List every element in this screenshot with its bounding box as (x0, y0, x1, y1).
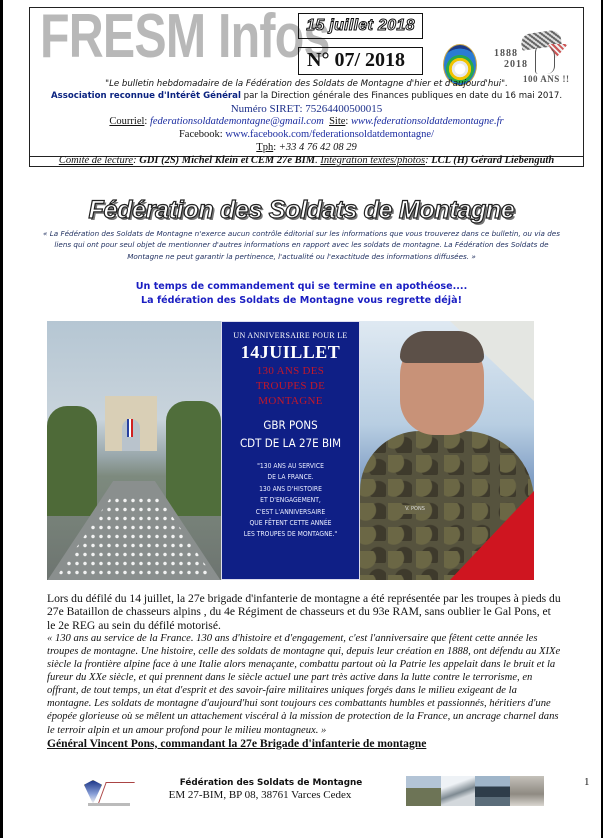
headline-line-2: La fédération des Soldats de Montagne vous regrette déjà! (141, 295, 462, 306)
footer-photo-2 (441, 776, 476, 806)
banner-quote-line: DE LA FRANCE. (267, 473, 314, 482)
comite-value: GDI (2S) Michel Klein et CEM 27e BIM (139, 155, 316, 166)
site-link[interactable]: www.federationsoldatdemontagne.fr (350, 116, 504, 127)
banner-red-line: TROUPES DE (255, 380, 326, 392)
banner-quote-line: LES TROUPES DE MONTAGNE." (243, 530, 338, 539)
association-highlight: Association reconnue d'Intérêt Général (50, 91, 241, 101)
integration-label: Intégration textes/photos (320, 155, 426, 166)
facebook-link[interactable]: www.facebook.com/federationsoldatdemontagne/ (225, 129, 435, 140)
trees-left (47, 406, 97, 516)
footer-photo-4 (510, 776, 545, 806)
comite-label: Comité de lecture (58, 155, 134, 166)
banner-quote-line: C'EST L'ANNIVERSAIRE (255, 507, 326, 516)
chasseur-profile-icon (535, 46, 555, 74)
trees-right (166, 401, 221, 516)
federation-title: Fédération des Soldats de Montagne (88, 196, 515, 224)
footer-federation-name: Fédération des Soldats de Montagne (179, 778, 363, 788)
article-quote: « 130 ans au service de la France. 130 ans d'histoire et d'engagement, c'est l'anniversaire que fêtent cette année les troupes de montagne. Une histoire, celle des soldats de montagne qui, depuis leur création en 1888, ont défendu au XIXe siècle la frontière alpine face à une Italie alors menaçante, combattu partout où la Patrie les appelait dans le bruit et la fureur du XXe siècle, et qui prennent dans le siècle actuel une part très active dans la lutte contre le terrorisme, en offrant, de tout temps, un état d'esprit et des savoir-faire militaires uniques forgés dans le milieu exigeant de la montagne. Les soldats de montagne d'aujourd'hui sont toujours ces combattants humbles et passionnés, héritiers d'une épopée glorieuse où se mêlent un attachement viscéral à la mission de protection de la France, un ancrage charnel dans le terroir alpin et un amour profond pour le milieu montagneux. » (47, 632, 561, 736)
banner-kicker: UN ANNIVERSAIRE POUR LE (233, 331, 348, 340)
article-body (47, 592, 562, 750)
editorial-disclaimer: « La Fédération des Soldats de Montagne n'exerce aucun contrôle éditorial sur les informations que vous trouverez dans ce bulletin, ou via des liens qui ont pour seul objet de mentionner d'autres informations en rapport avec les soldats de montagne. La Fédération des Soldats de Montagne ne peut garantir la pertinence, l'actualité ou l'exactitude des informations diffusées. » (43, 229, 560, 261)
general-portrait-photo (360, 321, 534, 580)
facebook-label: Facebook: (178, 129, 226, 140)
banner-red-line: 130 ANS DES (256, 365, 325, 377)
banner-date: 14JUILLET (240, 342, 341, 362)
banner-red-line: MONTAGNE (258, 395, 323, 407)
footer-address-block (140, 778, 380, 801)
anniversary-year-end: 2018 (504, 59, 528, 70)
issue-number: N° 07/ 2018 (298, 47, 423, 75)
footer-address: EM 27-BIM, BP 08, 38761 Varces Cedex (168, 789, 352, 801)
reading-committee-line: Comité de lecture: GDI (2S) Michel Klein et CEM 27e BIM. Intégration textes/photos: LCL (H) Gérard Liebenguth (58, 155, 555, 166)
site-label: Site (329, 116, 346, 127)
headline (0, 280, 603, 308)
issue-date: 15 juillet 2018 (298, 13, 423, 39)
association-status (30, 91, 583, 101)
courriel-link[interactable]: federationsoldatdemontagne@gmail.com (149, 116, 324, 127)
anniversary-year-start: 1888 (494, 48, 518, 59)
federation-footer-logo (82, 776, 132, 808)
footer-photo-strip (406, 776, 544, 806)
phone-line: Tph: +33 4 76 42 08 29 (256, 142, 357, 153)
banner-name-line: CDT DE LA 27E BIM (239, 436, 342, 450)
mountain-sketch-icon (98, 782, 135, 803)
masthead-title: FRESM Infos (40, 2, 330, 71)
siret-number: Numéro SIRET: 75264400500015 (230, 103, 383, 115)
facebook-line (30, 129, 583, 140)
banner-quote-line: "130 ANS AU SERVICE (257, 462, 324, 470)
footer-photo-1 (406, 776, 441, 806)
banner-quote-line: QUE FÊTENT CETTE ANNÉE (249, 519, 332, 528)
banner-quote-line: ET D'ENGAGEMENT, (260, 496, 321, 505)
page-number: 1 (584, 776, 590, 788)
banner-name (229, 416, 352, 452)
uniform-name-tag: V. PONS (400, 505, 430, 514)
anniversary-caption: 100 ANS !! (523, 74, 570, 84)
phone-label: Tph (256, 142, 274, 153)
association-rest: par la Direction générale des Finances publiques en date du 16 mai 2017. (240, 91, 563, 101)
headline-line-1: Un temps de commandement qui se termine en apothéose.... (135, 281, 468, 292)
banner-red-text (222, 364, 359, 409)
integration-value: LCL (H) Gérard Liebenguth (431, 155, 555, 166)
page-left-edge (0, 0, 3, 838)
banner-quote (227, 461, 353, 541)
banner-quote-line: 130 ANS D'HISTOIRE (259, 484, 322, 493)
banner-name-line: GBR PONS (263, 418, 318, 432)
courriel-label: Courriel (109, 116, 145, 127)
portrait-hair (400, 331, 484, 363)
anniversary-banner (221, 321, 360, 580)
footer-photo-3 (475, 776, 510, 806)
phone-value: +33 4 76 42 08 29 (278, 142, 357, 153)
bulletin-tagline: "Le bulletin hebdomadaire de la Fédération des Soldats de Montagne d'hier et d'aujourd'hui". (105, 79, 508, 89)
article-signature: Général Vincent Pons, commandant la 27e Brigade d'infanterie de montagne (47, 736, 427, 750)
french-flag-icon (127, 419, 133, 437)
parade-photo (47, 321, 221, 580)
contact-line: Courriel: federationsoldatdemontagne@gmail.com Site: www.federationsoldatdemontagne.fr (109, 116, 504, 127)
logo-caption (88, 803, 130, 806)
article-intro: Lors du défilé du 14 juillet, la 27e brigade d'infanterie de montagne a été représentée par les troupes à pieds du 27e Bataillon de chasseurs alpins , du 4e Régiment de chasseurs et du 93e RAM, sans oublier le Gal Pons, et le 2e REG au sein du défilé motorisé. (47, 592, 561, 632)
